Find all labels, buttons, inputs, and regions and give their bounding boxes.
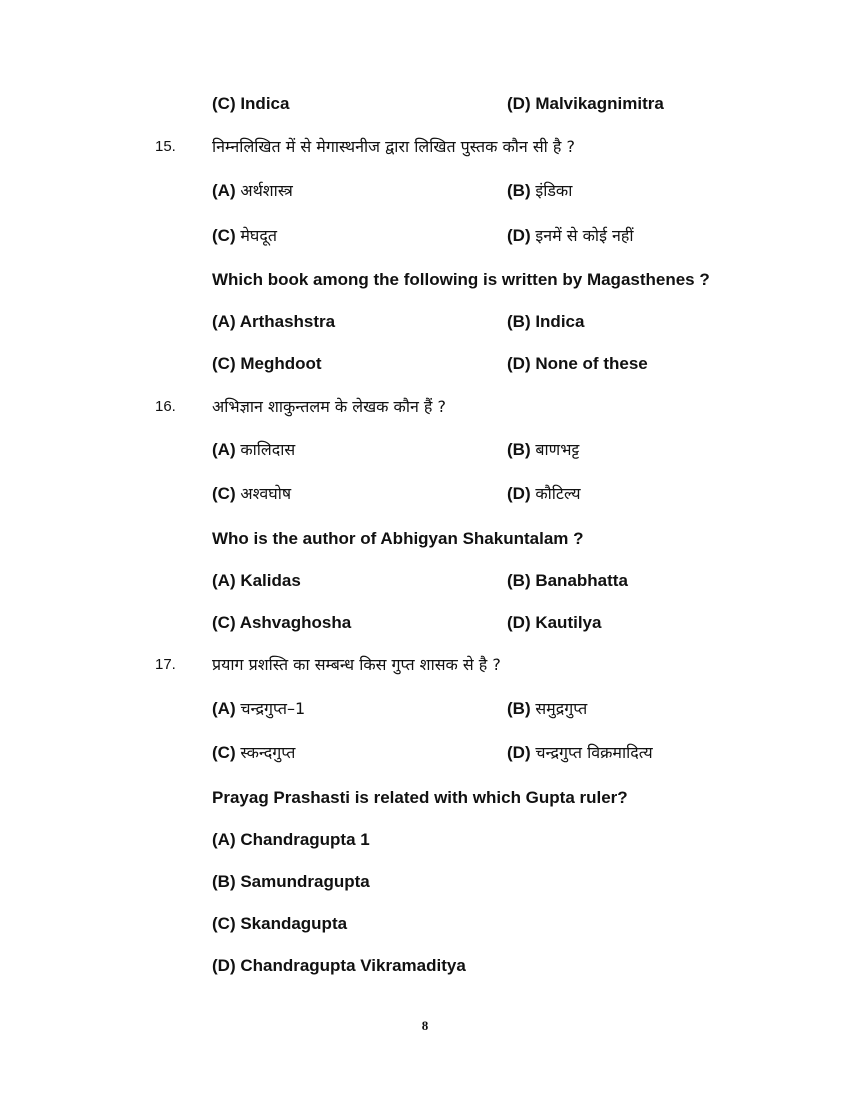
option-text: अश्वघोष [240, 484, 292, 503]
english-option-d: (D) Kautilya [507, 613, 602, 632]
hindi-option-d [507, 743, 653, 763]
option-label: (C) [212, 743, 236, 762]
hindi-option-a [212, 181, 293, 201]
question-number: 17. [155, 656, 176, 673]
option-label: (B) [507, 699, 531, 718]
question-number: 16. [155, 398, 176, 415]
option-text: इनमें से कोई नहीं [535, 226, 634, 245]
english-option-a: (A) Chandragupta 1 [212, 830, 370, 849]
option-label: (A) [212, 181, 236, 200]
hindi-option-c [212, 484, 291, 504]
hindi-option-d [507, 484, 581, 504]
option-label: (C) [212, 226, 236, 245]
option-label: (A) [212, 440, 236, 459]
page-number: 8 [421, 1018, 429, 1033]
hindi-question: प्रयाग प्रशस्ति का सम्बन्ध किस गुप्त शासक से है ? [212, 655, 501, 674]
hindi-option-b [507, 440, 579, 460]
english-question: Prayag Prashasti is related with which Gupta ruler? [212, 788, 628, 807]
english-option-c: (C) Skandagupta [212, 914, 348, 933]
english-question: Who is the author of Abhigyan Shakuntalam ? [212, 529, 584, 548]
option-label: (A) [212, 699, 236, 718]
english-option-d: (D) None of these [507, 354, 648, 373]
hindi-option-c [212, 743, 295, 763]
option-text: समुद्रगुप्त [535, 699, 588, 718]
english-option-a: (A) Kalidas [212, 571, 301, 590]
hindi-option-d [507, 226, 634, 246]
question-number: 15. [155, 138, 176, 155]
option-text: मेघदूत [240, 226, 277, 245]
option-text: कौटिल्य [535, 484, 581, 503]
option-d: (D) Malvikagnimitra [507, 94, 664, 113]
english-option-b: (B) Samundragupta [212, 872, 370, 891]
english-option-a: (A) Arthashstra [212, 312, 336, 331]
option-text: कालिदास [240, 440, 296, 459]
hindi-option-b [507, 181, 572, 201]
english-option-b: (B) Indica [507, 312, 585, 331]
option-label: (D) [507, 743, 531, 762]
english-option-b: (B) Banabhatta [507, 571, 628, 590]
option-c: (C) Indica [212, 94, 290, 113]
english-question: Which book among the following is written by Magasthenes ? [212, 270, 710, 289]
hindi-question: निम्नलिखित में से मेगास्थनीज द्वारा लिखित पुस्तक कौन सी है ? [212, 137, 575, 156]
option-label: (D) [507, 226, 531, 245]
hindi-option-a [212, 440, 295, 460]
hindi-option-c [212, 226, 277, 246]
option-text: चन्द्रगुप्त विक्रमादित्य [535, 743, 653, 762]
english-option-c: (C) Ashvaghosha [212, 613, 352, 632]
option-text: स्कन्दगुप्त [240, 743, 296, 762]
option-text: अर्थशास्त्र [240, 181, 293, 200]
english-option-c: (C) Meghdoot [212, 354, 322, 373]
option-label: (C) [212, 484, 236, 503]
option-label: (D) [507, 484, 531, 503]
hindi-question: अभिज्ञान शाकुन्तलम के लेखक कौन हैं ? [212, 397, 447, 416]
english-option-d: (D) Chandragupta Vikramaditya [212, 956, 466, 975]
option-text: बाणभट्ट [535, 440, 580, 459]
option-text: चन्द्रगुप्त–1 [240, 699, 306, 718]
option-label: (B) [507, 181, 531, 200]
option-label: (B) [507, 440, 531, 459]
hindi-option-a [212, 699, 305, 719]
hindi-option-b [507, 699, 587, 719]
option-text: इंडिका [535, 181, 573, 200]
